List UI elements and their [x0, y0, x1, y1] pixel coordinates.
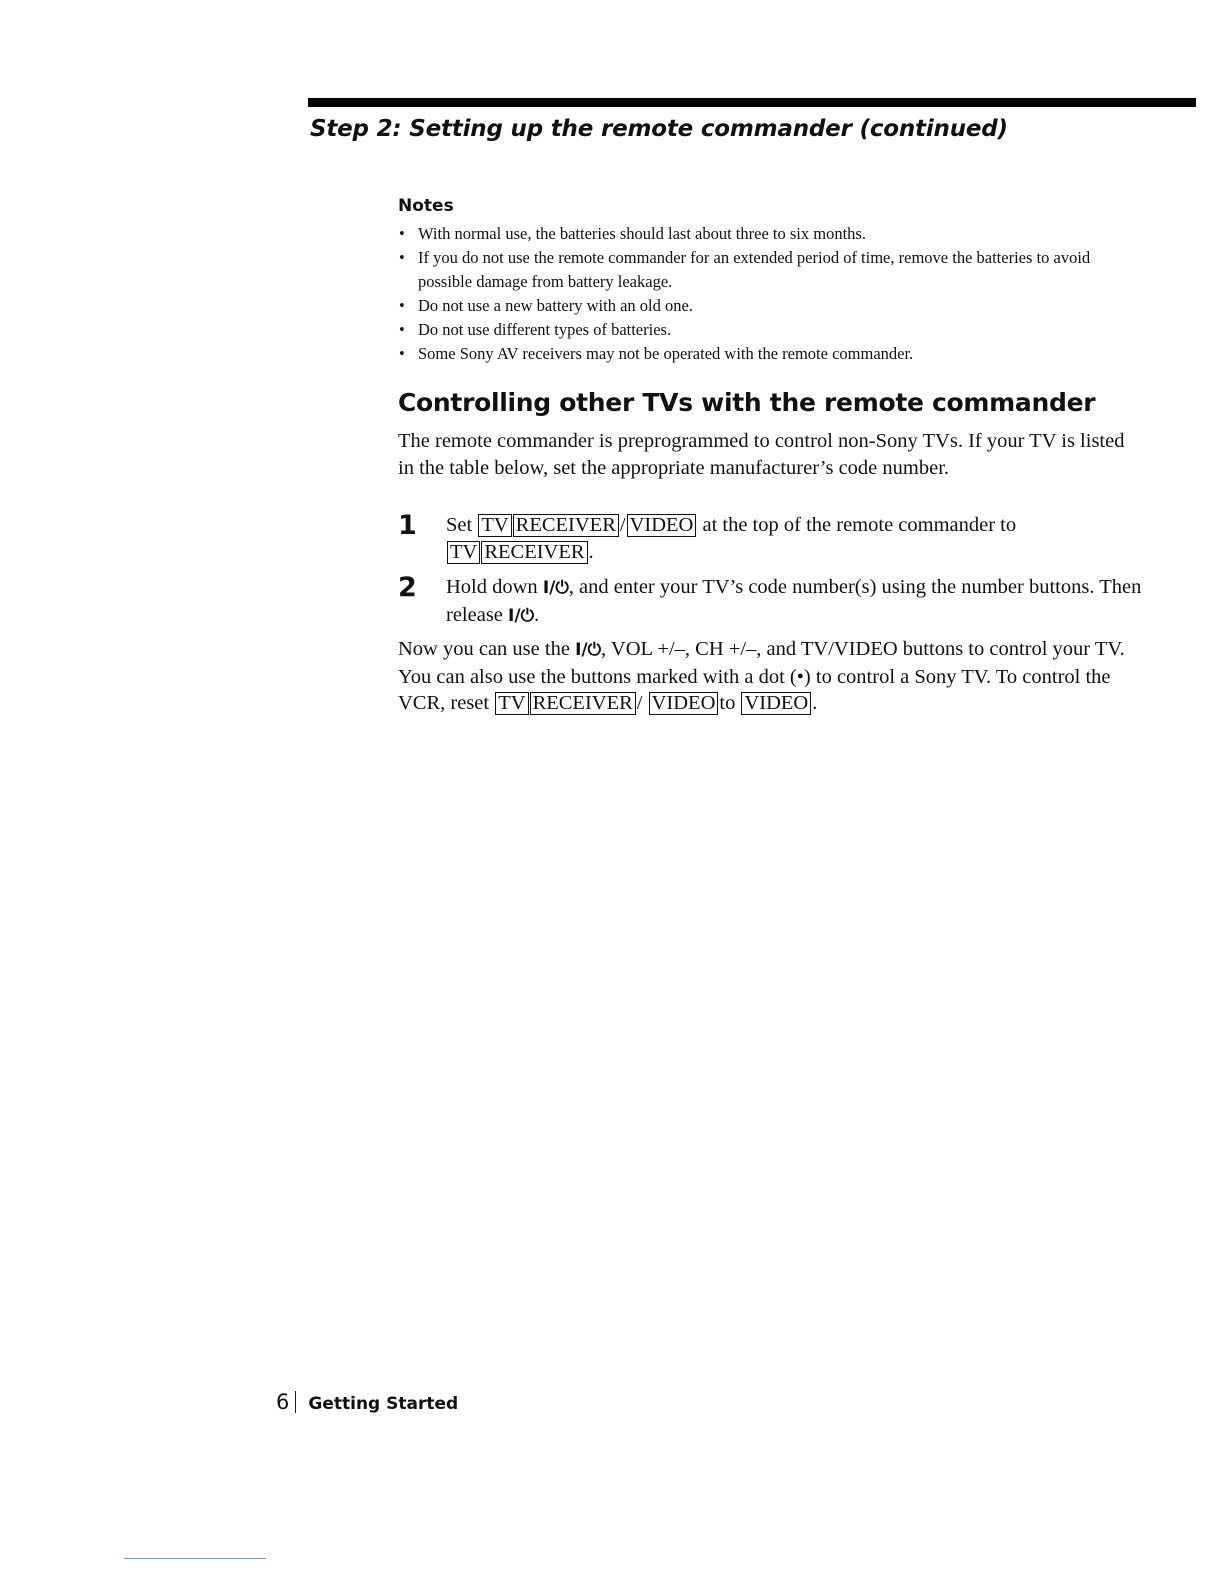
- step-number: 1: [398, 510, 417, 541]
- slash: /: [619, 514, 626, 536]
- step-text-part: .: [534, 603, 540, 626]
- notes-block: [398, 196, 1138, 366]
- power-icon: I/⏻: [542, 578, 569, 598]
- intro-paragraph: The remote commander is preprogrammed to control non-Sony TVs. If your TV is listed in the table below, set the appropriate manufacturer’s code number.: [398, 430, 1125, 479]
- list-item: • If you do not use the remote commander for an extended period of time, remove the batteries to avoid possible damage from battery leakage.: [398, 246, 1138, 294]
- switch-position-tv-receiver: [477, 512, 620, 539]
- key-video: VIDEO: [649, 692, 719, 715]
- key-video: VIDEO: [627, 514, 697, 537]
- step-text-part: Set: [446, 514, 473, 536]
- key-tv: TV: [478, 514, 511, 537]
- switch-position-tv-receiver: [446, 539, 589, 566]
- notes-list: [398, 222, 1138, 366]
- notes-title: Notes: [398, 196, 454, 216]
- closing-text-part: Now you can use the: [398, 638, 570, 660]
- footer-divider: [295, 1391, 296, 1413]
- closing-paragraph: [398, 636, 1138, 717]
- power-icon: I/⏻: [508, 605, 535, 626]
- list-item: • Do not use different types of batteries.: [398, 318, 1138, 342]
- header-rule: [308, 98, 1196, 107]
- key-tv: TV: [495, 692, 528, 715]
- section-heading: Controlling other TVs with the remote commander: [398, 388, 1096, 417]
- list-item: • With normal use, the batteries should last about three to six months.: [398, 222, 1138, 246]
- step-text: [446, 574, 1146, 629]
- power-icon: I/⏻: [575, 640, 602, 660]
- key-receiver: RECEIVER: [530, 692, 636, 715]
- closing-text-part: , VOL +/–, CH +/–, and TV/VIDEO buttons to control your TV. You can also use the buttons marked with a dot (•) to control a Sony TV. To control the VCR, reset: [398, 638, 1125, 714]
- step-number: 2: [398, 572, 417, 603]
- bottom-line: [124, 1558, 266, 1559]
- closing-text-part: to: [719, 692, 736, 714]
- page-footer: [276, 1390, 458, 1414]
- list-item: • Some Sony AV receivers may not be operated with the remote commander.: [398, 342, 1138, 366]
- footer-section-name: Getting Started: [308, 1394, 459, 1414]
- closing-text-part: .: [812, 692, 818, 714]
- step-text-part: at the top of the remote commander to: [702, 514, 1017, 536]
- step-text: [446, 512, 1146, 565]
- slash: /: [636, 692, 643, 714]
- key-video: VIDEO: [741, 692, 811, 715]
- key-tv: TV: [447, 541, 480, 564]
- page-title: Step 2: Setting up the remote commander (continued): [310, 116, 1008, 142]
- step-text-part: .: [588, 540, 594, 563]
- step-text-part: Hold down: [446, 576, 538, 598]
- list-item: • Do not use a new battery with an old one.: [398, 294, 1138, 318]
- switch-position-tv-receiver: [494, 690, 637, 717]
- key-receiver: RECEIVER: [481, 541, 587, 564]
- page-number: 6: [276, 1390, 290, 1414]
- step-text-part: , and enter your TV’s code number(s) using the number buttons. Then release: [446, 576, 1142, 626]
- key-receiver: RECEIVER: [513, 514, 619, 537]
